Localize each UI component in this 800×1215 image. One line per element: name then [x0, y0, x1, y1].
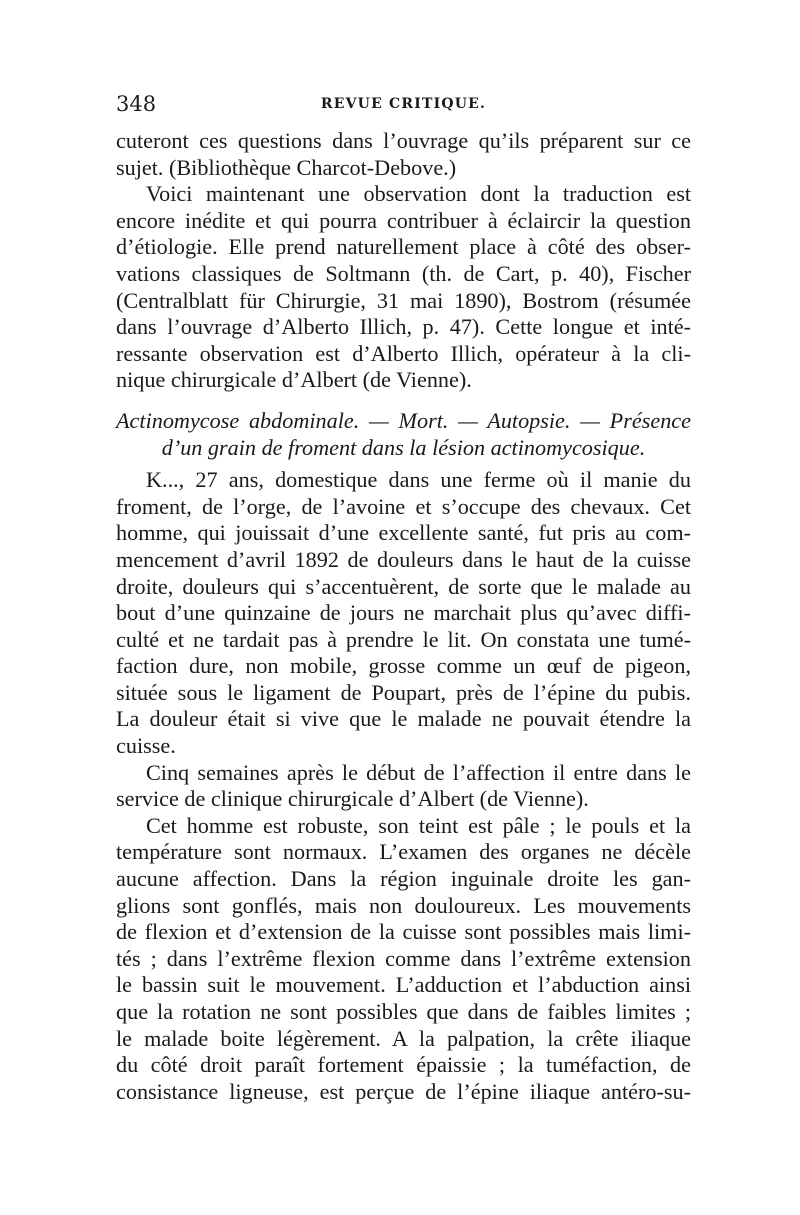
text-line: encore inédite et qui pourra contribuer à éclaircir la question [116, 207, 691, 233]
text-line: de flexion et d’extension de la cuisse sont possibles mais limi- [116, 919, 691, 945]
page-header [116, 92, 691, 122]
text-line: aucune affection. Dans la région inguinale droite les gan- [116, 866, 691, 892]
text-line: sujet. (Bibliothèque Charcot-Debove.) [116, 154, 457, 180]
text-line: le malade boite légèrement. A la palpation, la crête iliaque [116, 1025, 691, 1051]
text-line: nique chirurgicale d’Albert (de Vienne). [116, 367, 472, 393]
text-line: cuisse. [116, 733, 176, 759]
section-heading-line: d’un grain de froment dans la lésion actinomycosique. [161, 434, 646, 460]
text-line: Cinq semaines après le début de l’affection il entre dans le [146, 759, 691, 785]
text-line: consistance ligneuse, est perçue de l’épine iliaque antéro-su- [116, 1078, 691, 1104]
text-line: (Centralblatt für Chirurgie, 31 mai 1890), Bostrom (résumée [116, 287, 691, 313]
text-line: Cet homme est robuste, son teint est pâle ; le pouls et la [146, 812, 691, 838]
text-line: température sont normaux. L’examen des organes ne décèle [116, 839, 691, 865]
text-line: La douleur était si vive que le malade ne pouvait étendre la [116, 706, 691, 732]
page-body [116, 128, 691, 1105]
text-line: vations classiques de Soltmann (th. de Cart, p. 40), Fischer [116, 260, 691, 286]
section-heading-line: Actinomycose abdominale. — Mort. — Autopsie. — Présence [116, 407, 691, 433]
text-line: ressante observation est d’Alberto Illich, opérateur à la cli- [116, 340, 691, 366]
text-line: mencement d’avril 1892 de douleurs dans le haut de la cuisse [116, 546, 691, 572]
text-line: bout d’une quinzaine de jours ne marchait plus qu’avec diffi- [116, 600, 691, 626]
text-line: du côté droit paraît fortement épaissie ; la tuméfaction, de [116, 1052, 691, 1078]
text-line: culté et ne tardait pas à prendre le lit. On constata une tumé- [116, 626, 691, 652]
text-line: droite, douleurs qui s’accentuèrent, de sorte que le malade au [116, 573, 691, 599]
text-line: homme, qui jouissait d’une excellente santé, fut pris au com- [116, 520, 691, 546]
text-line: K..., 27 ans, domestique dans une ferme où il manie du [146, 467, 691, 493]
text-line: tés ; dans l’extrême flexion comme dans l’extrême extension [116, 945, 691, 971]
text-line: située sous le ligament de Poupart, près de l’épine du pubis. [116, 679, 691, 705]
text-line: service de clinique chirurgicale d’Albert (de Vienne). [116, 786, 589, 812]
text-line: faction dure, non mobile, grosse comme un œuf de pigeon, [116, 653, 691, 679]
text-line: dans l’ouvrage d’Alberto Illich, p. 47). Cette longue et inté- [116, 314, 691, 340]
text-line: le bassin suit le mouvement. L’adduction et l’abduction ainsi [116, 972, 691, 998]
text-line: Voici maintenant une observation dont la traduction est [146, 181, 691, 207]
running-head: REVUE CRITIQUE. [320, 96, 487, 112]
text-line: que la rotation ne sont possibles que dans de faibles limites ; [116, 999, 691, 1024]
text-line: glions sont gonflés, mais non douloureux. Les mouvements [116, 892, 691, 918]
text-line: cuteront ces questions dans l’ouvrage qu’ils préparent sur ce [116, 128, 691, 153]
text-line: d’étiologie. Elle prend naturellement place à côté des obser- [116, 234, 691, 260]
page-number: 348 [116, 92, 157, 116]
text-line: froment, de l’orge, de l’avoine et s’occupe des chevaux. Cet [116, 493, 691, 519]
